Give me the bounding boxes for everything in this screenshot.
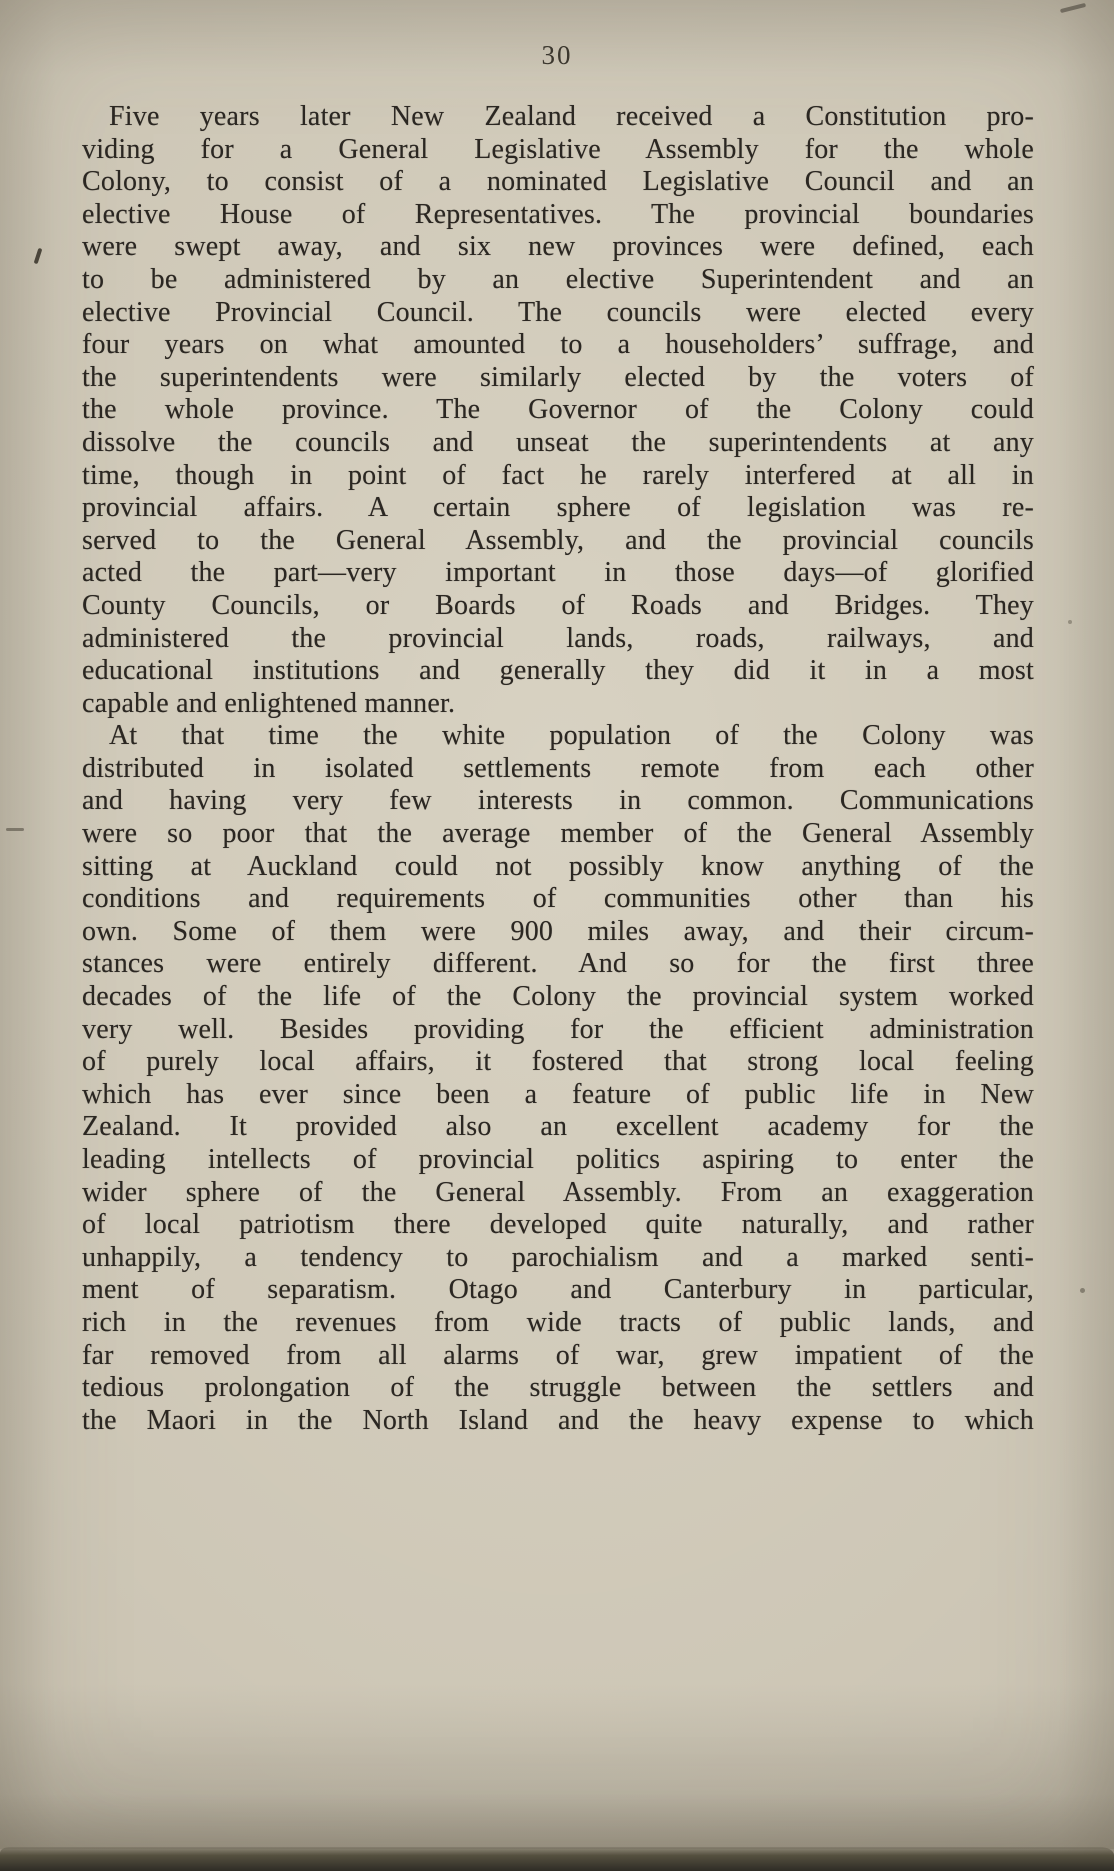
- text-line: own. Some of them were 900 miles away, and their circum-: [82, 915, 1034, 947]
- text-line: capable and enlightened manner.: [82, 687, 456, 719]
- text-line: tedious prolongation of the struggle between the settlers and: [82, 1372, 1034, 1404]
- text-line: of purely local affairs, it fostered that strong local feeling: [82, 1046, 1034, 1078]
- text-line: of local patriotism there developed quite naturally, and rather: [82, 1209, 1034, 1241]
- text-line: unhappily, a tendency to parochialism and a marked senti-: [82, 1241, 1034, 1273]
- page-number: 30: [541, 40, 573, 70]
- scan-artifact: [1080, 1288, 1085, 1293]
- text-line: leading intellects of provincial politics aspiring to enter the: [82, 1144, 1034, 1175]
- text-line: provincial affairs. A certain sphere of legislation was re-: [82, 492, 1034, 524]
- scan-bottom-shadow: [0, 1794, 1114, 1849]
- text-line: time, though in point of fact he rarely interfered at all in: [82, 459, 1034, 491]
- text-line: Zealand. It provided also an excellent academy for the: [82, 1111, 1034, 1143]
- text-line: Five years later New Zealand received a Constitution pro-: [109, 101, 1034, 132]
- page-text: [82, 101, 1034, 1437]
- text-line: elective Provincial Council. The councils were elected every: [82, 296, 1034, 328]
- text-line: far removed from all alarms of war, grew impatient of the: [82, 1339, 1034, 1371]
- text-line: the whole province. The Governor of the Colony could: [82, 394, 1034, 426]
- text-line: were so poor that the average member of the General Assembly: [82, 818, 1034, 850]
- paragraph: [82, 101, 1034, 720]
- text-line: dissolve the councils and unseat the superintendents at any: [82, 426, 1034, 458]
- text-line: conditions and requirements of communities other than his: [82, 883, 1034, 915]
- text-line: decades of the life of the Colony the provincial system worked: [82, 981, 1034, 1013]
- scan-bottom-edge: [0, 1847, 1114, 1871]
- text-line: educational institutions and generally they did it in a most: [82, 655, 1034, 687]
- text-line: At that time the white population of the Colony was: [109, 720, 1034, 752]
- text-line: the superintendents were similarly elected by the voters of: [82, 361, 1034, 393]
- text-line: viding for a General Legislative Assembly for the whole: [82, 133, 1034, 165]
- scan-artifact: [34, 248, 43, 264]
- scan-artifact: [1068, 620, 1072, 624]
- text-line: County Councils, or Boards of Roads and Bridges. They: [82, 589, 1034, 621]
- text-line: to be administered by an elective Superintendent and an: [82, 263, 1034, 295]
- text-line: ment of separatism. Otago and Canterbury in particular,: [82, 1274, 1034, 1306]
- text-line: which has ever since been a feature of public life in New: [82, 1078, 1034, 1110]
- text-line: and having very few interests in common. Communications: [82, 785, 1034, 817]
- text-line: four years on what amounted to a householders’ suffrage, and: [82, 329, 1034, 361]
- scan-artifact: [1060, 3, 1086, 13]
- text-line: elective House of Representatives. The provincial boundaries: [82, 198, 1034, 230]
- text-line: Colony, to consist of a nominated Legislative Council and an: [82, 166, 1034, 198]
- text-line: sitting at Auckland could not possibly know anything of the: [82, 850, 1034, 882]
- text-line: very well. Besides providing for the efficient administration: [82, 1013, 1034, 1045]
- text-line: distributed in isolated settlements remote from each other: [82, 752, 1034, 784]
- text-line: served to the General Assembly, and the provincial councils: [82, 524, 1034, 556]
- text-line: administered the provincial lands, roads, railways, and: [82, 622, 1034, 654]
- text-line: were swept away, and six new provinces were defined, each: [82, 231, 1034, 263]
- scan-artifact: [6, 828, 24, 831]
- paragraph: [82, 720, 1034, 1437]
- text-line: stances were entirely different. And so for the first three: [82, 948, 1034, 980]
- text-line: rich in the revenues from wide tracts of public lands, and: [82, 1306, 1034, 1338]
- text-line: wider sphere of the General Assembly. From an exaggeration: [82, 1176, 1034, 1208]
- text-line: the Maori in the North Island and the heavy expense to which: [82, 1404, 1034, 1436]
- text-line: acted the part—very important in those days—of glorified: [82, 557, 1034, 589]
